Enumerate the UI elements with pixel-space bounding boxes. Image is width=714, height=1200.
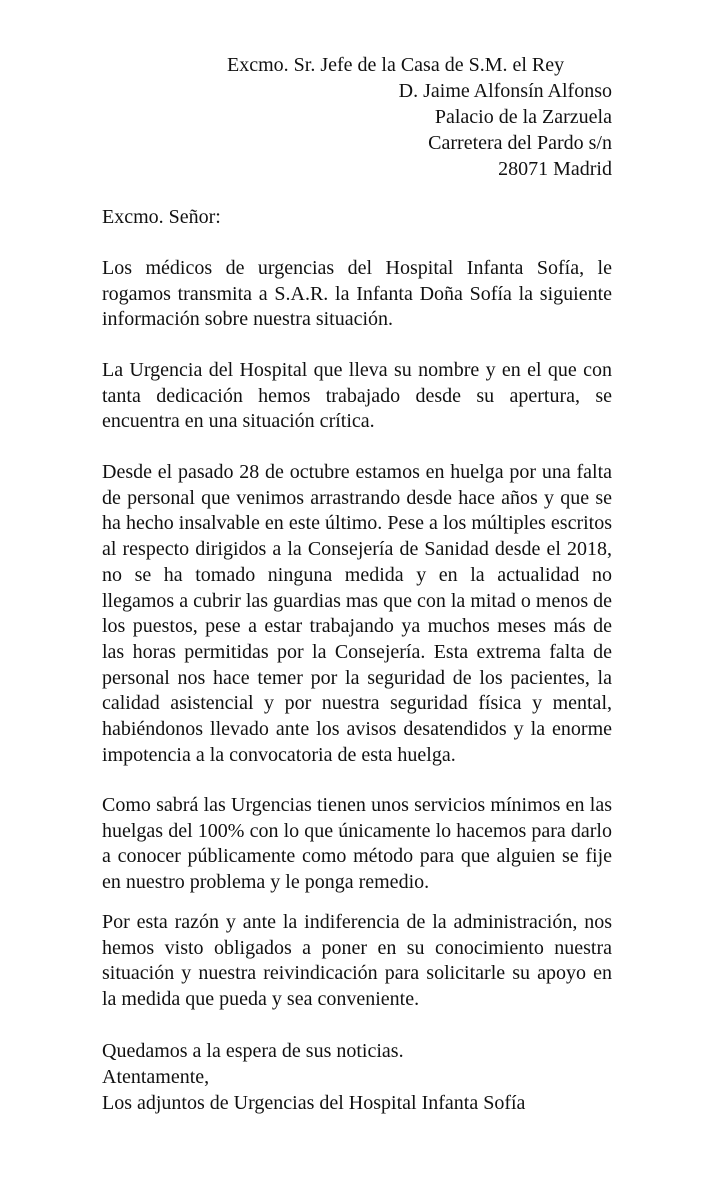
paragraph-request: Por esta razón y ante la indiferencia de la administración, nos hemos visto obligados a poner en su conocimiento nuestra situación y nuestra reivindicación para solicitarle su apoyo en la medida que pueda y sea conveniente. [102,911,612,1011]
address-line-recipient-title: Excmo. Sr. Jefe de la Casa de S.M. el Rey [227,54,565,76]
address-line-street: Carretera del Pardo s/n [428,132,612,154]
paragraph-intro: Los médicos de urgencias del Hospital Infanta Sofía, le rogamos transmita a S.A.R. la Infanta Doña Sofía la siguiente información sobre nuestra situación. [102,257,612,331]
address-line-palace: Palacio de la Zarzuela [434,106,612,128]
salutation: Excmo. Señor: [102,206,221,228]
closing-line: Quedamos a la espera de sus noticias. [102,1040,404,1062]
address-line-recipient-name: D. Jaime Alfonsín Alfonso [398,80,612,102]
paragraph-situation: La Urgencia del Hospital que lleva su nombre y en el que con tanta dedicación hemos trabajado desde su apertura, se encuentra en una situación crítica. [102,359,612,433]
closing-regards: Atentamente, [102,1066,210,1088]
paragraph-minimum-services: Como sabrá las Urgencias tienen unos servicios mínimos en las huelgas del 100% con lo que únicamente lo hacemos para darlo a conocer públicamente como método para que alguien se fije en nuestro problema y le ponga remedio. [102,794,612,894]
address-line-city: 28071 Madrid [498,158,612,180]
paragraph-strike: Desde el pasado 28 de octubre estamos en huelga por una falta de personal que venimos arrastrando desde hace años y que se ha hecho insalvable en este último. Pese a los múltiples escritos al respecto dirigidos a la Consejería de Sanidad desde el 2018, no se ha tomado ninguna medida y en la actualidad no llegamos a cubrir las guardias mas que con la mitad o menos de los puestos, pese a estar trabajando ya muchos meses más de las horas permitidas por la Consejería. Esta extrema falta de personal nos hace temer por la seguridad de los pacientes, la calidad asistencial y por nuestra seguridad física y mental, habiéndonos llevado ante los avisos desatendidos y la enorme impotencia a la convocatoria de esta huelga. [102,461,612,766]
signature-line: Los adjuntos de Urgencias del Hospital Infanta Sofía [102,1092,526,1114]
